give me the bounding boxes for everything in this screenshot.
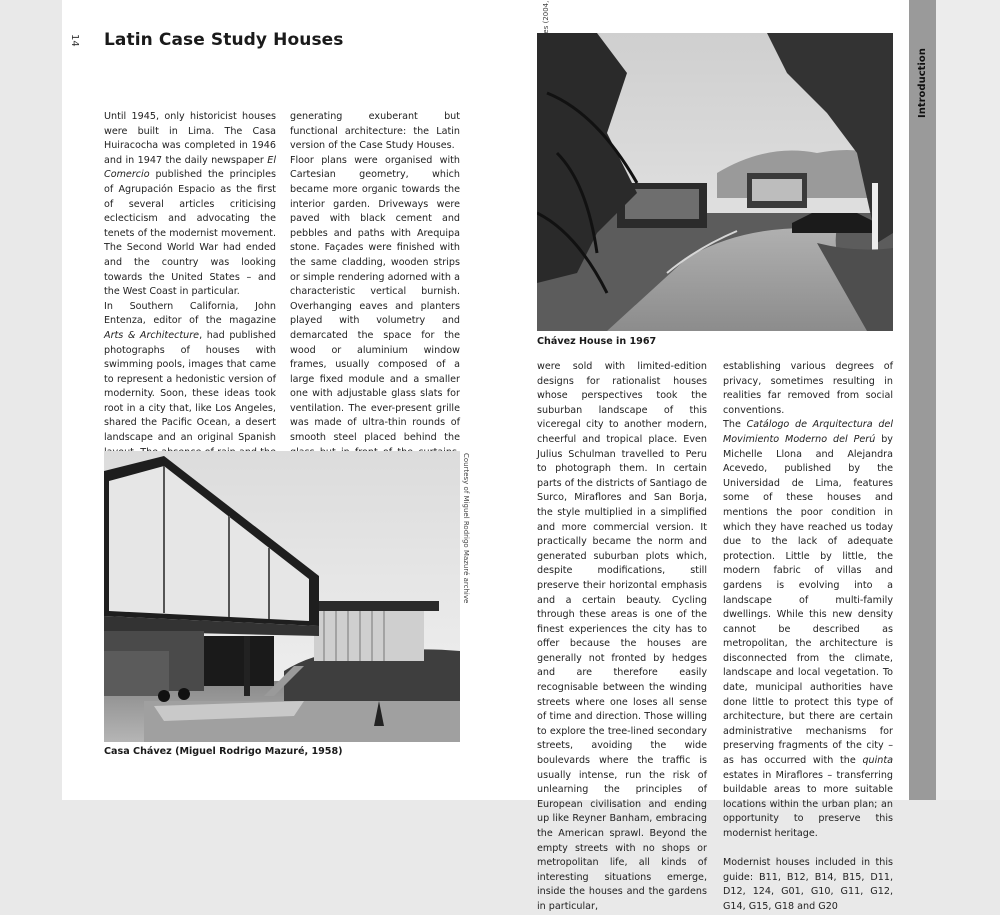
text-column-3 xyxy=(537,360,707,915)
right-page xyxy=(499,0,936,912)
photo-caption-left: Casa Chávez (Miguel Rodrigo Mazuré, 1958) xyxy=(104,746,343,757)
paragraph: Modernist houses included in this guide: B11, B12, B14, B15, D11, D12, 124, G01, G10, G11, G12, G14, G15, G18 and G20 xyxy=(723,857,893,912)
paragraph: establishing various degrees of privacy, sometimes resulting in realities far removed from social conventions. xyxy=(723,361,893,416)
page-number-left: 14 xyxy=(69,34,80,47)
paragraph: Until 1945, only historicist houses were built in Lima. The Casa Huiracocha was completed in 1946 and in 1947 the daily newspaper El Comercio published the principles of Agrupación Espacio as the first of several articles criticising eclecticism and advocating the tenets of the modernist movement. The Second World War had ended and the country was looking towards the United States – and the West Coast in particular. xyxy=(104,111,276,298)
paragraph: generating exuberant but functional architecture: the Latin version of the Case Study Houses. xyxy=(290,111,460,152)
page-title: Latin Case Study Houses xyxy=(104,30,344,50)
photo-casa-chavez-image xyxy=(104,451,460,742)
photo-chavez-house-1967 xyxy=(537,33,893,331)
section-tab-label: Introduction xyxy=(917,48,928,118)
photo-caption-right: Chávez House in 1967 xyxy=(537,336,657,347)
photo-credit-left: Courtesy of Miguel Rodrigo Mazuré archive xyxy=(462,453,470,604)
photo-chavez-house-image xyxy=(537,33,893,331)
paragraph: The Catálogo de Arquitectura del Movimiento Moderno del Perú by Michelle Llona and Alejandra Acevedo, published by the Universidad de Lima, features some of these houses and mentions the poor condition in which they have reached us today due to the lack of adequate protection. Little by little, the modern fabric of villas and gardens is evolving into a landscape of multi-family dwellings. While this new density cannot be described as metropolitan, the architecture is disconnected from the climate, landscape and local vegetation. To date, municipal authorities have done little to protect this type of architecture, but there are certain administrative mechanisms for preserving fragments of the city – as has occurred with the quinta estates in Miraflores – transferring buildable areas to more suitable locations within the urban plan; an opportunity to preserve this modernist heritage. xyxy=(723,419,893,839)
book-spread xyxy=(62,0,936,912)
paragraph: Floor plans were organised with Cartesian geometry, which became more organic towards the interior garden. Driveways were paved with black cement and pebbles and paths with Arequipa stone. Façades were finished with the same cladding, wooden strips or simple rendering adorned with a characteristic vertical burnish. Overhanging eaves and planters played with volumetry and demarcated the space for the wood or aluminium window frames, usually composed of a large fixed module and a smaller one with adjustable glass slats for ventilation. The ever-present grille was made of ultra-thin rounds of smooth steel placed behind the xyxy=(290,154,460,444)
paragraph: were sold with limited-edition designs for rationalist houses whose perspectives took the suburban landscape of this viceregal city to another modern, cheerful and tropical place. Even Julius Schulman travelled to Peru to photograph them. In certain parts of the districts of Santiago de Surco, Miraflores and San Borja, the style multiplied in a simplified and more commercial version. It practically became the norm and generated suburban plots which, despite modifications, still preserve their horizontal emphasis and a certain beauty. Cycling through these areas is one of the finest experiences the city has to offer because the houses are generally not fronted by hedges and are therefore easily recognisable between the winding streets where one loses all sense of time and direction. Those willing to explore the tree-lined secondary streets, avoiding the wide boulevards where the traffic is usually intense, run the risk of unlearning the principles of European civilisation and ending up like Reyner Banham, embracing the American sprawl. Beyond the empty streets with no shops or metropolitan life, all kinds of interesting situations emerge, inside the houses and the gardens in particular, xyxy=(537,361,707,912)
paragraph-spacer xyxy=(723,842,893,857)
paragraph: In Southern California, John Entenza, editor of the magazine Arts & Architecture, had published photographs of houses with swimming pools, images that came to represent a hedonistic version of modernity. Soon, these ideas took root in a city that, like Los Angeles, shared the Pacific Ocean, a desert landscape and an original Spanish xyxy=(104,300,276,444)
text-column-4 xyxy=(723,360,893,915)
outer-margin xyxy=(936,0,1000,800)
section-tab xyxy=(909,0,937,800)
photo-casa-chavez xyxy=(104,451,460,742)
left-page xyxy=(62,0,499,800)
